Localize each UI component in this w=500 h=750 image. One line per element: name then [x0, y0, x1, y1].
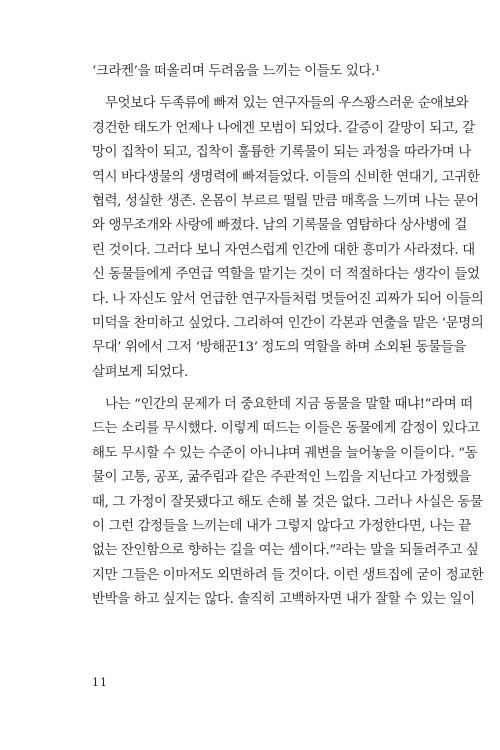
text-line: 없는 잔인함으로 향하는 길을 여는 셈이다.”²라는 말을 되돌려주고 싶	[92, 543, 479, 559]
text-line: 반박을 하고 싶지는 않다. 솔직히 고백하자면 내가 잘할 수 있는 일이	[92, 592, 475, 608]
text-line: 해도 무시할 수 있는 수준이 아니냐며 궤변을 늘어놓을 이들이다. “동	[92, 445, 478, 461]
body-text	[92, 60, 484, 613]
text-line: 다. 나 자신도 앞서 언급한 연구자들처럼 멋들어진 괴짜가 되어 이들의	[92, 291, 484, 307]
text-line: 역시 바다생물의 생명력에 빠져들었다. 이들의 신비한 연대기, 고귀한	[92, 169, 480, 185]
paragraph-gap	[92, 385, 458, 393]
text-line: 나는 “인간의 문제가 더 중요한데 지금 동물을 말할 때냐!”라며 떠	[105, 397, 473, 413]
text-line: 지만 그들은 이마저도 외면하려 들 것이다. 이런 생트집에 굳이 정교한	[92, 567, 484, 583]
paragraph-gap	[92, 84, 458, 92]
text-line: 살펴보게 되었다.	[92, 364, 188, 380]
text-line: 협력, 성실한 생존. 온몸이 부르르 떨릴 만큼 매혹을 느끼며 나는 문어	[92, 193, 479, 209]
text-line: 물이 고통, 공포, 굶주림과 같은 주관적인 느낌을 지닌다고 가정했을	[92, 470, 471, 486]
text-line: 신 동물들에게 주연급 역할을 맡기는 것이 더 적절하다는 생각이 들었	[92, 267, 480, 283]
page-number: 11	[92, 676, 108, 689]
text-line: 무엇보다 두족류에 빠져 있는 연구자들의 우스꽝스러운 순애보와	[105, 96, 469, 112]
text-line: ‘크라켄’을 떠올리며 두려움을 느끼는 이들도 있다.¹	[92, 64, 380, 79]
text-line: 린 것이다. 그러다 보니 자연스럽게 인간에 대한 흥미가 사라졌다. 대	[92, 242, 475, 258]
text-line: 때, 그 가정이 잘못됐다고 해도 손해 볼 것은 없다. 그러나 사실은 동물	[92, 494, 483, 510]
text-line: 망이 집착이 되고, 집착이 훌륭한 기록물이 되는 과정을 따라가며 나	[92, 145, 471, 161]
text-line: 미덕을 찬미하고 싶었다. 그리하여 인간이 각본과 연출을 맡은 ‘문명의	[92, 315, 484, 331]
text-line: 무대’ 위에서 그저 ‘방해꾼13’ 정도의 역할을 하며 소외된 동물들을	[92, 340, 466, 356]
text-line: 이 그런 감정들을 느끼는데 내가 그렇지 않다고 가정한다면, 나는 끝	[92, 519, 471, 535]
text-line: 드는 소리를 무시했다. 이렇게 떠드는 이들은 동물에게 감정이 있다고	[92, 421, 480, 437]
text-line: 경건한 태도가 언제나 나에겐 모범이 되었다. 갈증이 갈망이 되고, 갈	[92, 120, 475, 136]
text-line: 와 앵무조개와 사랑에 빠졌다. 남의 기록물을 염탐하다 상사병에 걸	[92, 218, 467, 234]
